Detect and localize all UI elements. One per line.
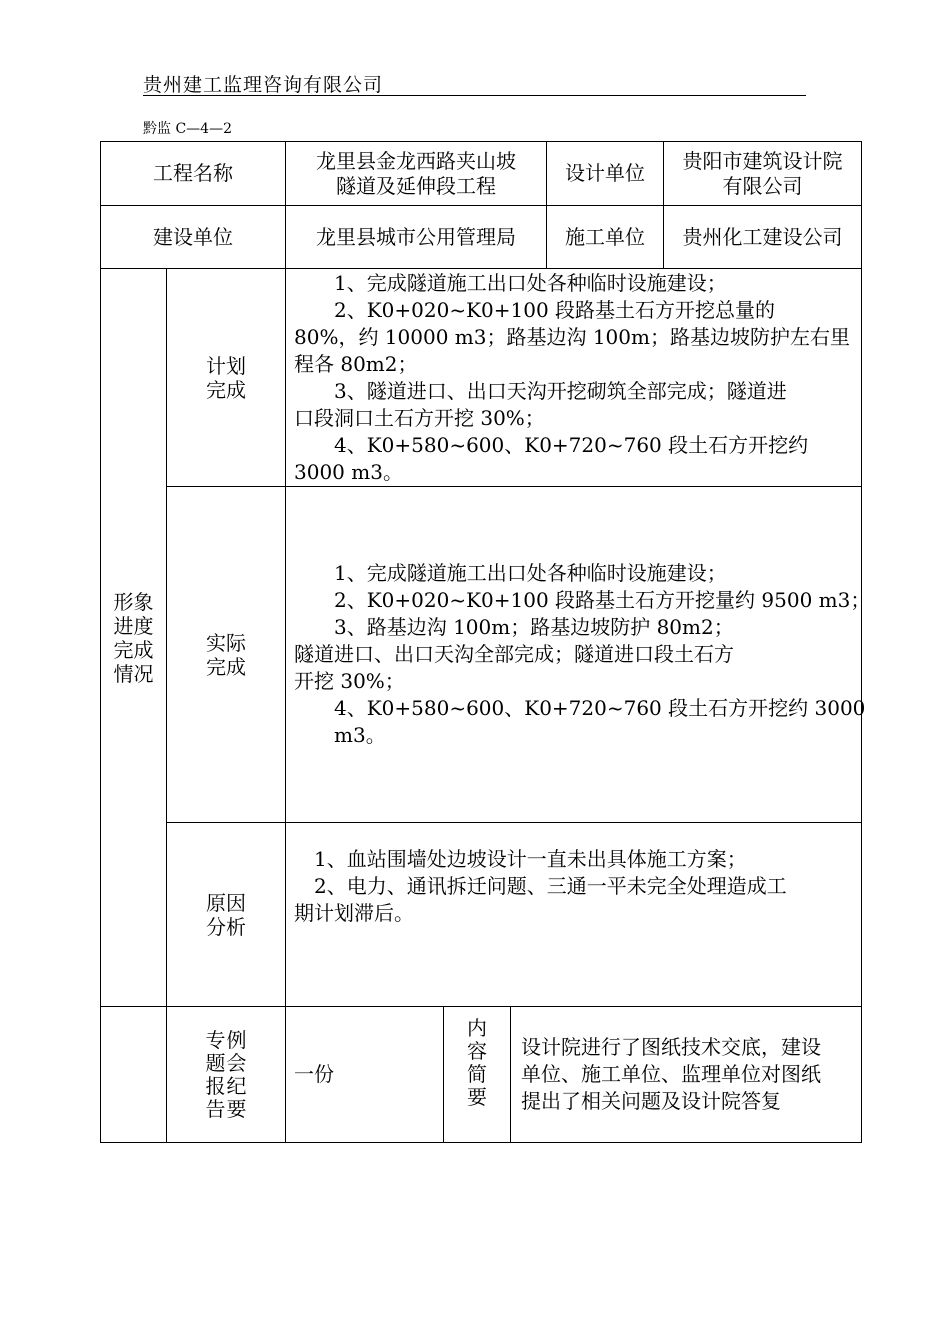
owner-value [285,205,547,269]
actual-line: m3。 [294,723,386,747]
reason-content [285,822,862,1007]
special-label-char: 专 [205,1027,226,1052]
design-unit-line: 有限公司 [722,173,803,198]
owner-value-text: 龙里县城市公用管理局 [316,224,516,249]
plan-line: 1、完成隧道施工出口处各种临时设施建设； [294,270,727,295]
actual-line: 开挖 30%； [294,669,405,693]
contractor-label [546,205,664,269]
reason-line: 2、电力、通讯拆迁问题、三通一平未完全处理造成工 [294,874,787,898]
project-name-label-text: 工程名称 [153,161,233,185]
actual-label-line: 完成 [206,654,246,679]
progress-section-label [100,268,167,1007]
progress-label-char: 完成 [113,637,154,662]
special-label-char: 纪 [226,1073,247,1098]
plan-label-line: 完成 [206,377,246,402]
contractor-value [663,205,862,269]
reason-label-line: 分析 [206,914,246,939]
project-name-line: 龙里县金龙西路夹山坡 [316,148,516,173]
summary-label [443,1006,511,1143]
project-name-line: 隧道及延伸段工程 [336,173,496,198]
plan-line: 80%，约 10000 m3；路基边沟 100m；路基边坡防护左右里 [294,324,850,349]
plan-line: 3000 m3。 [294,459,403,484]
header-rule [143,95,806,96]
design-unit-label [546,141,664,206]
form-code: 黔监 C—4—2 [143,121,232,137]
summary-label-char: 容 [467,1039,487,1063]
copies-value [285,1006,444,1143]
company-name: 贵州建工监理咨询有限公司 [143,74,384,96]
actual-label-line: 实际 [206,630,246,655]
actual-line: 3、路基边沟 100m；路基边坡防护 80m2； [294,615,734,639]
project-name-label [100,141,286,206]
plan-line: 口段洞口土石方开挖 30%； [294,405,545,430]
special-label-char: 告 [205,1096,226,1121]
reason-line: 1、血站围墙处边坡设计一直未出具体施工方案； [294,847,747,871]
actual-line: 2、K0+020~K0+100 段路基土石方开挖量约 9500 m3； [294,588,871,612]
summary-label-char: 要 [467,1085,487,1109]
contractor-value-text: 贵州化工建设公司 [682,224,843,249]
progress-label-char: 情况 [113,661,154,686]
actual-content [285,486,871,823]
plan-line: 4、K0+580~600、K0+720~760 段土石方开挖约 [294,432,809,457]
copies-text: 一份 [294,1062,334,1086]
design-unit-line: 贵阳市建筑设计院 [682,148,843,173]
project-name-value [285,141,547,206]
special-label-char: 要 [226,1096,247,1121]
contractor-label-text: 施工单位 [565,224,645,249]
plan-line: 程各 80m2； [294,351,418,376]
summary-line: 设计院进行了图纸技术交底，建设 [521,1035,821,1059]
special-label-char: 题 [205,1050,226,1075]
actual-label [166,486,286,823]
plan-line: 3、隧道进口、出口天沟开挖砌筑全部完成；隧道进 [294,378,787,403]
design-unit-label-text: 设计单位 [565,161,645,185]
reason-label [166,822,286,1007]
summary-label-char: 内 [467,1016,487,1040]
progress-label-char: 进度 [113,613,154,638]
summary-label-char: 简 [467,1062,487,1086]
plan-label [166,268,286,487]
actual-line: 1、完成隧道施工出口处各种临时设施建设； [294,561,727,585]
design-unit-value [663,141,862,206]
actual-line: 隧道进口、出口天沟全部完成；隧道进口段土石方 [294,642,734,666]
special-label-char: 会 [226,1050,247,1075]
plan-content [285,268,862,487]
special-label-char: 例 [226,1027,247,1052]
special-blank-cell [100,1006,167,1143]
owner-label [100,205,286,269]
reason-label-line: 原因 [206,890,246,915]
special-report-label [166,1006,286,1143]
progress-label-char: 形象 [113,589,154,614]
summary-content [510,1006,862,1143]
actual-line: 4、K0+580~600、K0+720~760 段土石方开挖约 3000 [294,696,866,720]
plan-label-line: 计划 [206,353,246,378]
owner-label-text: 建设单位 [153,224,233,249]
summary-line: 单位、施工单位、监理单位对图纸 [521,1062,821,1086]
summary-line: 提出了相关问题及设计院答复 [521,1089,781,1113]
reason-line: 期计划滞后。 [294,901,414,925]
special-label-char: 报 [205,1073,226,1098]
plan-line: 2、K0+020~K0+100 段路基土石方开挖总量的 [294,297,776,322]
